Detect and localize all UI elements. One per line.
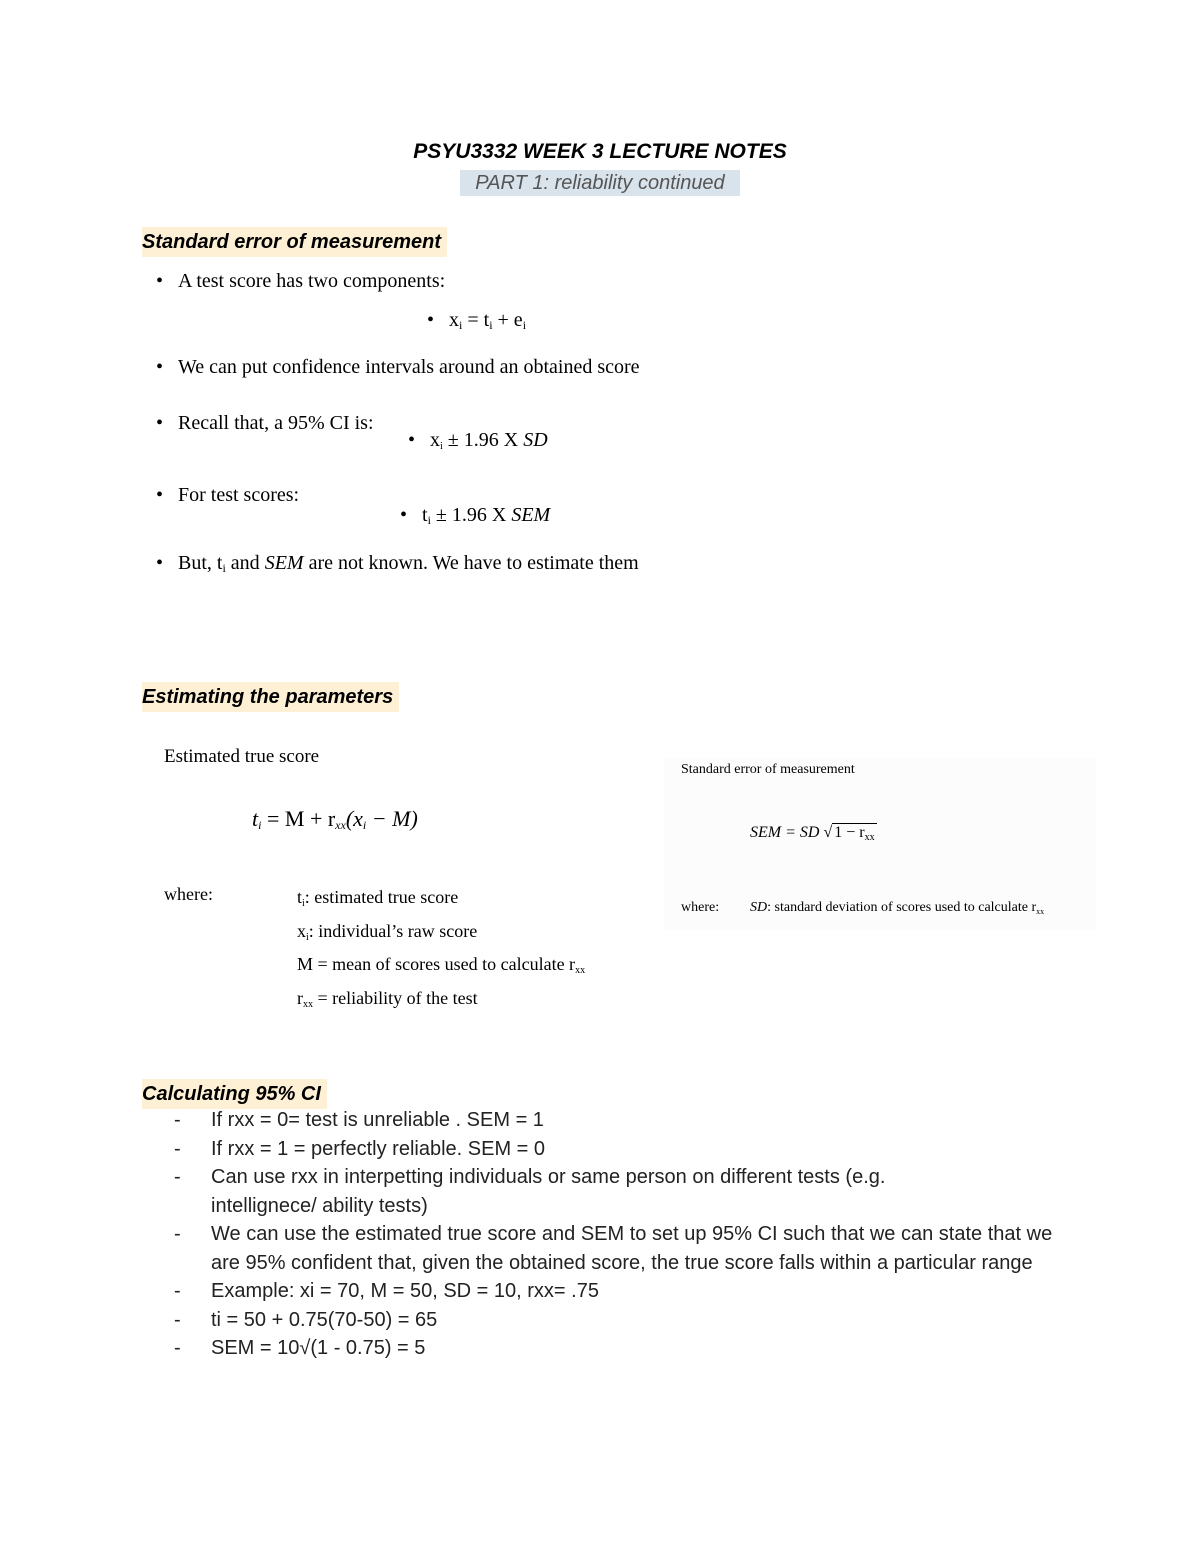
bullet-dot: • bbox=[156, 552, 164, 574]
true-score-formula: $t_i = M + r_{xx}(x_i - M)$ bbox=[252, 806, 418, 832]
section-heading-calculating-ci: Calculating 95% CI bbox=[142, 1079, 327, 1109]
bullet-recall-ci: • Recall that, a 95% CI is: bbox=[156, 412, 374, 434]
sd-definition: SD: standard deviation of scores used to calculate $r_{xx}$ bbox=[750, 900, 1045, 916]
bullet-dot: • bbox=[400, 504, 408, 526]
definition-ti: ti: estimated true score bbox=[297, 887, 459, 909]
list-dash: - bbox=[174, 1308, 181, 1331]
formula-ci-sd: • xi ± 1.96 X SD bbox=[408, 429, 548, 452]
bullet-dot: • bbox=[427, 309, 435, 331]
where-label-right: where: bbox=[681, 900, 720, 915]
true-score-definitions bbox=[297, 884, 585, 1019]
list-dash: - bbox=[174, 1166, 181, 1188]
formula-ci-sem: • $t_i \pm 1.96$ X SEM bbox=[400, 504, 551, 527]
list-dash: - bbox=[174, 1223, 181, 1245]
bullet-dot: • bbox=[156, 270, 164, 292]
page-title: PSYU3332 WEEK 3 LECTURE NOTES bbox=[413, 140, 787, 163]
calculating-ci-list bbox=[174, 1106, 1074, 1363]
page-subtitle: PART 1: reliability continued bbox=[460, 170, 740, 196]
list-dash: - bbox=[174, 1137, 181, 1160]
bullet-dot: • bbox=[408, 429, 416, 451]
bullet-not-known: • But, $t_i$ and SEM are not known. We have to estimate them bbox=[156, 552, 639, 575]
bullet-dot: • bbox=[156, 356, 164, 378]
bullet-test-score-components: • A test score has two components: bbox=[156, 270, 446, 292]
bullet-confidence-intervals: • We can put confidence intervals around an obtained score bbox=[156, 356, 640, 378]
list-item: - We can use the estimated true score and SEM to set up 95% CI such that we can state that we are 95% confident that, given the obtained score, the true score falls within a particular range bbox=[174, 1220, 1074, 1277]
list-item: - ti = 50 + 0.75(70-50) = 65 bbox=[174, 1306, 1074, 1335]
list-item: - SEM = 10√(1 - 0.75) = 5 bbox=[174, 1334, 1074, 1363]
bullet-dot: • bbox=[156, 412, 164, 434]
list-dash: - bbox=[174, 1109, 181, 1131]
section-heading-estimating: Estimating the parameters bbox=[142, 682, 399, 712]
sem-formula: SEM = SD √ 1 − rxx bbox=[750, 824, 875, 843]
sem-label: Standard error of measurement bbox=[681, 762, 855, 777]
list-item: - Example: xi = 70, M = 50, SD = 10, rxx= .75 bbox=[174, 1277, 1074, 1306]
definition-rxx: rxx = reliability of the test bbox=[297, 988, 478, 1011]
list-item: - If rxx = 0= test is unreliable . SEM = 1 bbox=[174, 1106, 1074, 1135]
section-heading-sem: Standard error of measurement bbox=[142, 227, 447, 257]
list-dash: - bbox=[174, 1337, 181, 1359]
list-dash: - bbox=[174, 1280, 181, 1302]
definition-m: M = mean of scores used to calculate rxx bbox=[297, 954, 586, 977]
list-item: - If rxx = 1 = perfectly reliable. SEM = 0 bbox=[174, 1135, 1074, 1164]
list-item: - Can use rxx in interpetting individuals or same person on different tests (e.g. intellignece/ ability tests) bbox=[174, 1163, 1074, 1220]
bullet-test-scores: • For test scores: bbox=[156, 484, 300, 506]
estimated-true-score-label: Estimated true score bbox=[164, 746, 320, 767]
definition-xi: xi: individual’s raw score bbox=[297, 920, 478, 943]
formula-xi-equals: • $x_i = t_i + e_i$ bbox=[427, 309, 527, 332]
bullet-dot: • bbox=[156, 484, 164, 506]
where-label-left: where: bbox=[164, 884, 213, 904]
